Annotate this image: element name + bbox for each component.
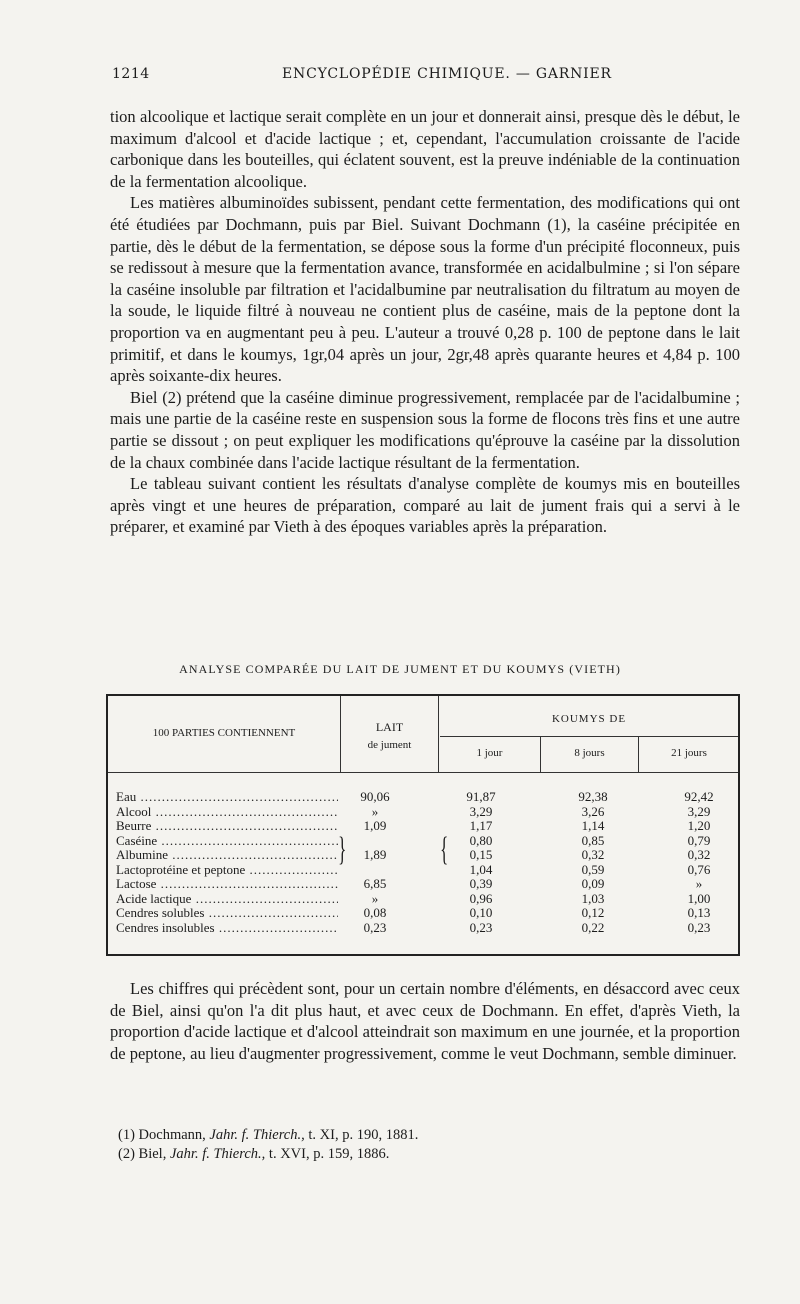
cell-1-jour: 0,39 [469, 876, 493, 891]
footnote [118, 1145, 718, 1164]
cell-1-jour: 1,17 [469, 818, 493, 833]
table-body [116, 790, 732, 935]
table-row [116, 819, 732, 834]
table-row [116, 863, 732, 878]
cell-lait: 0,08 [363, 905, 387, 920]
footnote-author: Dochmann, [138, 1127, 206, 1143]
col-header-1-jour: 1 jour [476, 747, 503, 759]
row-label: Eau ..... [116, 790, 338, 805]
paragraph: Biel (2) prétend que la caséine diminue progressivement, remplacée par de l'acidalbumine ; mais une partie de la caséine reste en suspension sous la forme de flocons très fins et une autre partie se dissout ; on peut expliquer les modifications qu'éprouve la caséine par la dissolution de la chaux combinée dans l'acide lactique résultant de la fermentation. [110, 387, 740, 472]
cell-lait: » [371, 803, 379, 819]
cell-21-jours: 1,00 [687, 890, 711, 906]
cell-8-jours: 92,38 [578, 789, 608, 804]
cell-8-jours: 3,26 [581, 803, 605, 819]
cell-1-jour: 0,15 [469, 847, 493, 862]
cell-21-jours: 92,42 [684, 789, 714, 804]
cell-1-jour: 1,04 [469, 861, 493, 877]
table-row [116, 805, 732, 820]
footnote-author: Biel, [138, 1146, 167, 1162]
row-label: Albumine ..... [116, 848, 338, 863]
cell-8-jours: 0,85 [581, 832, 605, 848]
column-divider [438, 696, 439, 772]
table-row [116, 834, 732, 849]
col-header-lait: LAIT [375, 720, 404, 734]
running-header [112, 66, 742, 88]
cell-8-jours: 0,32 [581, 847, 605, 862]
table-row [116, 921, 732, 936]
cell-lait: 1,09 [363, 818, 387, 833]
row-label: Beurre ..... [116, 819, 338, 834]
paragraph: tion alcoolique et lactique serait complète en un jour et donnerait ainsi, presque dès le début, le maximum d'alcool et d'acide lactique ; et, cependant, l'accumulation croissante de l'acide carbonique dans les bouteilles, qui éclatent souvent, est la preuve indéniable de la continuation de la fermentation alcoolique. [110, 107, 740, 191]
cell-1-jour: 0,80 [469, 832, 493, 848]
cell-1-jour: 0,96 [469, 890, 493, 906]
row-label: Cendres solubles ..... [116, 906, 338, 921]
cell-lait: 0,23 [363, 919, 387, 935]
cell-lait: 6,85 [363, 876, 387, 891]
header-rule [440, 736, 738, 737]
brace-right: } [338, 831, 347, 868]
cell-lait: » [371, 890, 379, 906]
cell-8-jours: 0,59 [581, 861, 605, 877]
footnote-ref: t. XVI, p. 159, 1886. [268, 1146, 390, 1162]
cell-8-jours: 0,22 [581, 919, 605, 935]
footnote-journal: Jahr. f. Thierch., [209, 1127, 305, 1143]
cell-21-jours: » [695, 876, 703, 891]
cell-21-jours: 1,20 [687, 818, 711, 833]
footnotes [118, 1126, 718, 1164]
table-row [116, 906, 732, 921]
cell-8-jours: 0,12 [581, 905, 605, 920]
row-label: Cendres insolubles ..... [116, 921, 338, 936]
row-label: Alcool ..... [116, 805, 338, 820]
col-header-koumys: KOUMYS DE [551, 713, 627, 725]
col-header-21-jours: 21 jours [671, 747, 707, 759]
col-header-8-jours: 8 jours [574, 747, 605, 759]
cell-21-jours: 0,23 [687, 919, 711, 935]
row-label: Lactoprotéine et peptone ..... [116, 863, 338, 878]
paragraph: Les matières albuminoïdes subissent, pendant cette fermentation, des modifications qui ont été étudiées par Dochmann, puis par Biel. Suivant Dochmann (1), la caséine précipitée en partie, dès le début de la fermentation, se dépose sous la forme d'un précipité floconneux, puis se redissout à mesure que la fermentation avance, transformée en acidalbulmine ; si l'on sépare la caséine insoluble par filtration et l'acidalbumine par neutralisation du filtratum au moyen de la soude, le liquide filtré à nouveau ne contient plus de caséine, mais de la peptone dont la proportion va en augmentant peu à peu. L'auteur a trouvé 0,28 p. 100 de peptone dans le lait primitif, et dans le koumys, 1gr,04 après un jour, 2gr,48 après quarante heures et 4,84 p. 100 après soixante-dix heures. [110, 193, 740, 386]
col-header-lait-sub: de jument [367, 739, 412, 751]
paragraph: Le tableau suivant contient les résultats d'analyse complète de koumys mis en bouteilles après vingt et une heures de préparation, comparé au lait de jument frais qui a servi à le préparer, et examiné par Vieth à des époques variables après la préparation. [110, 474, 740, 537]
cell-1-jour: 0,10 [469, 905, 493, 920]
cell-lait: 90,06 [360, 789, 390, 804]
cell-21-jours: 0,13 [687, 905, 711, 920]
body-text-top [110, 106, 740, 538]
row-label: Acide lactique ..... [116, 892, 338, 907]
cell-1-jour: 0,23 [469, 919, 493, 935]
body-text-bottom [110, 978, 740, 1064]
cell-21-jours: 0,32 [687, 847, 711, 862]
header-rule [108, 772, 738, 773]
cell-21-jours: 0,76 [687, 861, 711, 877]
footnote-ref: t. XI, p. 190, 1881. [308, 1127, 419, 1143]
row-label: Caséine ..... [116, 834, 338, 849]
page-number: 1214 [112, 66, 150, 82]
cell-1-jour: 3,29 [469, 803, 493, 819]
header-title: ENCYCLOPÉDIE CHIMIQUE. — GARNIER [282, 66, 612, 82]
brace-left: { [440, 831, 449, 868]
col-header-label: 100 PARTIES CONTIENNENT [152, 727, 296, 739]
cell-8-jours: 1,14 [581, 818, 605, 833]
table-caption: ANALYSE COMPARÉE DU LAIT DE JUMENT ET DU KOUMYS (VIETH) [179, 662, 621, 676]
footnote-mark: (2) [118, 1146, 135, 1162]
table-row [116, 892, 732, 907]
footnote [118, 1126, 718, 1145]
row-label: Lactose ..... [116, 877, 338, 892]
cell-1-jour: 91,87 [466, 789, 496, 804]
analysis-table [106, 694, 740, 956]
table-row [116, 790, 732, 805]
cell-8-jours: 1,03 [581, 890, 605, 906]
footnote-mark: (1) [118, 1127, 135, 1143]
paragraph: Les chiffres qui précèdent sont, pour un certain nombre d'éléments, en désaccord avec ceux de Biel, ainsi qu'on l'a dit plus haut, et avec ceux de Dochmann. En effet, d'après Vieth, la proportion d'acide lactique et d'alcool atteindrait son maximum en une journée, et la proportion de peptone, au lieu d'augmenter progressivement, comme le veut Dochmann, semble diminuer. [110, 979, 740, 1063]
footnote-journal: Jahr. f. Thierch., [169, 1146, 266, 1162]
table-row [116, 848, 732, 863]
table-row [116, 877, 732, 892]
cell-21-jours: 3,29 [687, 803, 711, 819]
cell-8-jours: 0,09 [581, 876, 605, 891]
cell-lait: 1,89 [363, 847, 387, 862]
cell-21-jours: 0,79 [687, 832, 711, 848]
